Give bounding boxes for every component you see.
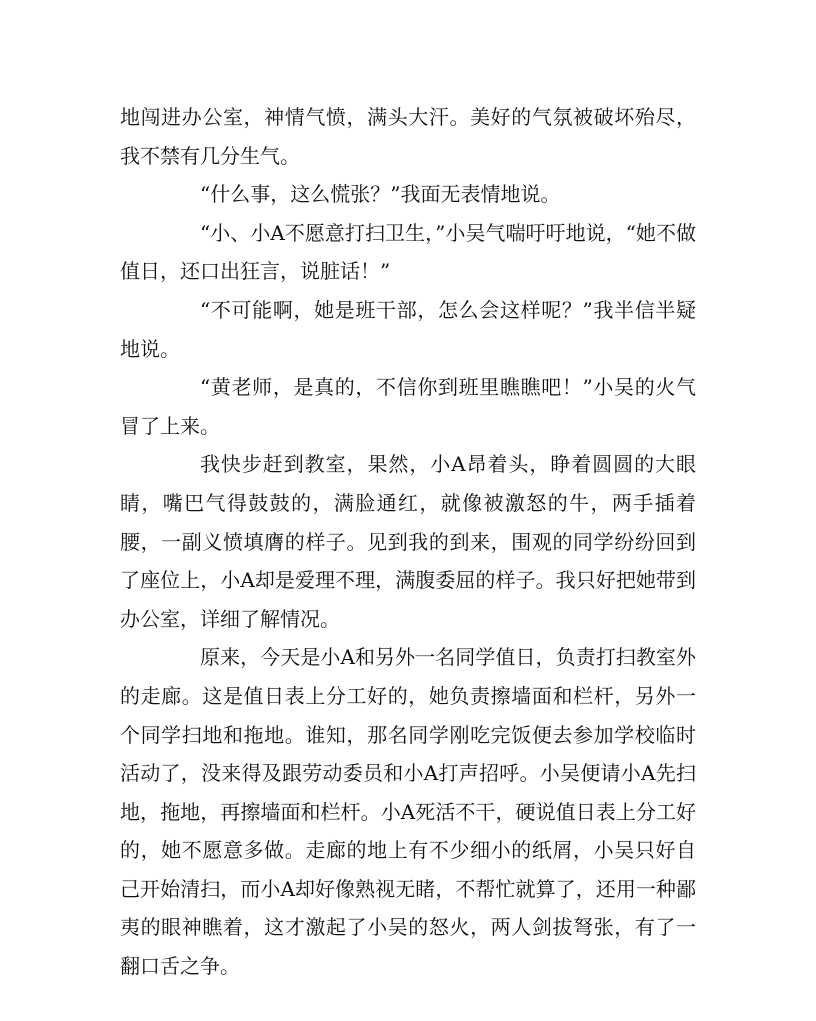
paragraph-classroom-scene: 我快步赶到教室，果然，小A昂着头，睁着圆圆的大眼睛，嘴巴气得鼓鼓的，满脸通红，就像被激怒的牛，两手插着腰，一副义愤填膺的样子。见到我的到来，围观的同学纷纷回到了座位上，小A却是爱理不理，满腹委屈的样子。我只好把她带到办公室，详细了解情况。: [120, 452, 696, 631]
paragraph-explanation: 原来，今天是小A和另外一名同学值日，负责打扫教室外的走廊。这是值日表上分工好的，她负责擦墙面和栏杆，另外一个同学扫地和拖地。谁知，那名同学刚吃完饭便去参加学校临时活动了，没来得及跟劳动委员和小A打声招呼。小吴便请小A先扫地，拖地，再擦墙面和栏杆。小A死活不干，硬说值日表上分工好的，她不愿意多做。走廊的地上有不少细小的纸屑，小吴只好自己开始清扫，而小A却好像熟视无睹，不帮忙就算了，还用一种鄙夷的眼神瞧着，这才激起了小吴的怒火，两人剑拔弩张，有了一翻口舌之争。: [120, 645, 696, 979]
paragraph-dialogue-report: “小、小A不愿意打扫卫生，”小吴气喘吁吁地说，“她不做值日，还口出狂言，说脏话！”: [120, 220, 696, 284]
paragraph-dialogue-doubt: “不可能啊，她是班干部，怎么会这样呢？”我半信半疑地说。: [120, 297, 696, 361]
paragraph-dialogue-question: “什么事，这么慌张？”我面无表情地说。: [200, 182, 561, 207]
document-body: [120, 98, 696, 986]
paragraph-dialogue-insist: “黄老师，是真的，不信你到班里瞧瞧吧！”小吴的火气冒了上来。: [120, 375, 696, 438]
paragraph-continuation: 地闯进办公室，神情气愤，满头大汗。美好的气氛被破坏殆尽，我不禁有几分生气。: [120, 105, 696, 168]
